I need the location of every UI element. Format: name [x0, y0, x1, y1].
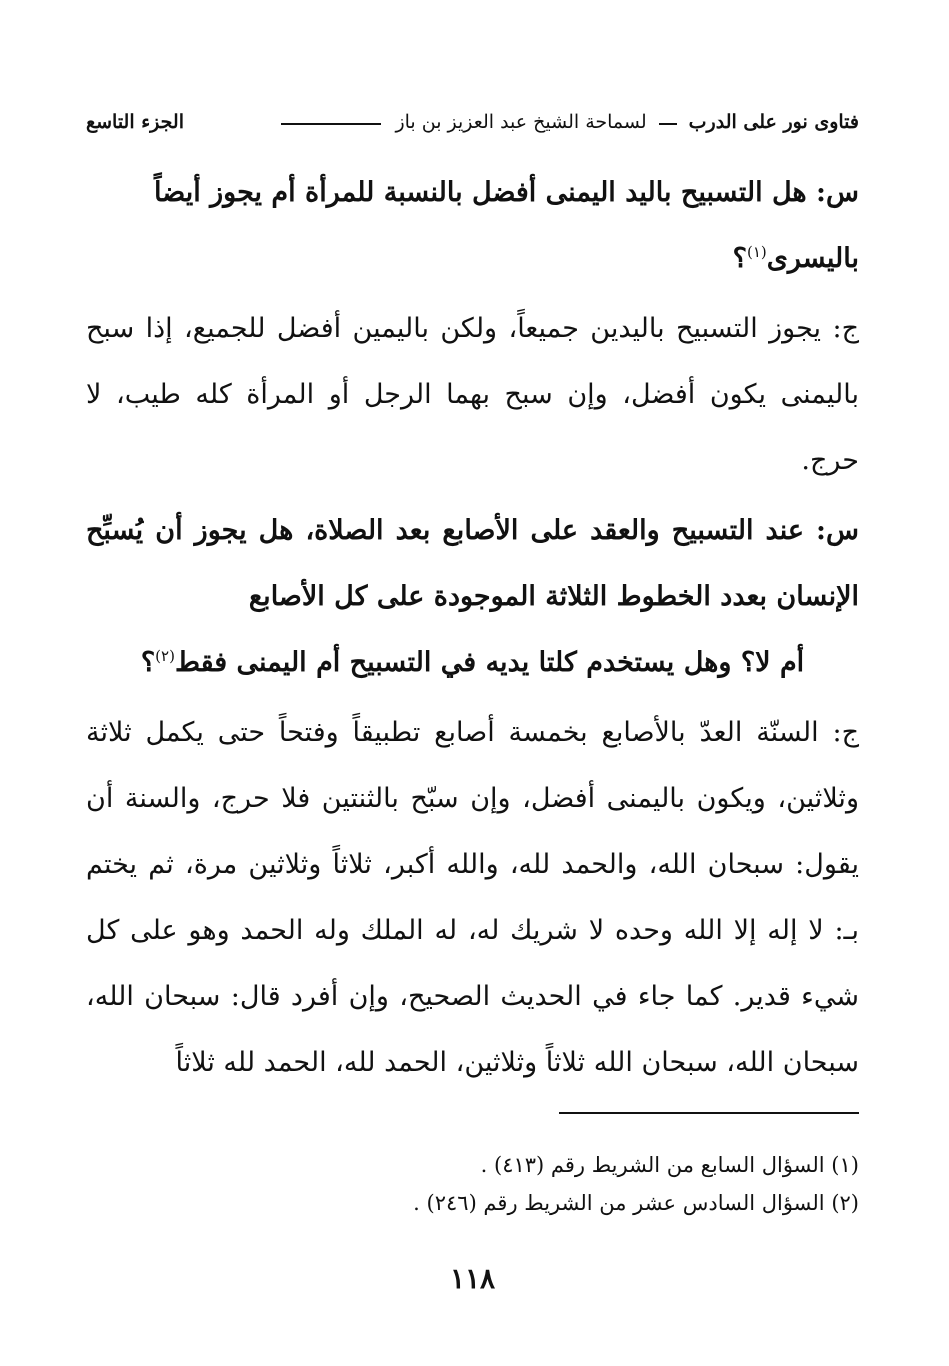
footnote-1: (١) السؤال السابع من الشريط رقم (٤١٣) . — [480, 1153, 859, 1177]
question-1-line-1: س: هل التسبيح باليد اليمنى أفضل بالنسبة للمرأة أم يجوز أيضاً — [154, 177, 859, 208]
question-2-last-line — [86, 630, 859, 696]
question-1-line-2 — [86, 226, 859, 292]
book-title: فتاوى نور على الدرب — [688, 111, 859, 133]
question-1-mark: ؟ — [732, 243, 747, 274]
header-rule — [281, 123, 381, 125]
question-2-text: س: عند التسبيح والعقد على الأصابع بعد الصلاة، هل يجوز أن يُسبِّح الإنسان بعدد الخطوط الثلاثة الموجودة على كل الأصابع — [86, 515, 859, 612]
footnotes — [86, 1146, 859, 1222]
question-1-text-end: باليسرى — [766, 243, 859, 274]
footnote-2: (٢) السؤال السادس عشر من الشريط رقم (٢٤٦) . — [413, 1191, 859, 1215]
question-1 — [86, 160, 859, 292]
answer-1: ج: يجوز التسبيح باليدين جميعاً، ولكن باليمين أفضل للجميع، إذا سبح باليمنى يكون أفضل، وإن سبح بهما الرجل أو المرأة كله طيب، لا حرج. — [86, 313, 859, 476]
page-number: ١١٨ — [449, 1262, 496, 1295]
author-name: لسماحة الشيخ عبد العزيز بن باز — [395, 111, 647, 133]
footnote-separator — [559, 1112, 859, 1114]
running-header — [86, 104, 859, 140]
answer-2: ج: السنّة العدّ بالأصابع بخمسة أصابع تطبيقاً وفتحاً حتى يكمل ثلاثة وثلاثين، ويكون باليمنى أفضل، وإن سبّح بالثنتين فلا حرج، والسنة أن يقول: سبحان الله، والحمد لله، والله أكبر، ثلاثاً وثلاثين مرة، ثم يختم بـ: لا إله إلا الله وحده لا شريك له، له الملك وله الحمد وهو على كل شيء قدير. كما جاء في الحديث الصحيح، وإن أفرد قال: سبحان الله، سبحان الله، سبحان الله ثلاثاً وثلاثين، الحمد لله، الحمد لله ثلاثاً — [86, 717, 859, 1078]
page-body — [86, 160, 859, 1100]
question-2-mark: ؟ — [140, 647, 156, 678]
book-page — [86, 0, 859, 1366]
footnote-ref-2[interactable]: (٢) — [155, 647, 175, 665]
question-2-last-text: أم لا؟ وهل يستخدم كلتا يديه في التسبيح أم اليمنى فقط — [174, 647, 805, 678]
volume-label: الجزء التاسع — [86, 111, 184, 133]
footnote-ref-1[interactable]: (١) — [746, 243, 767, 261]
header-dash — [659, 123, 677, 125]
header-title-group — [275, 111, 859, 133]
question-2 — [86, 498, 859, 696]
